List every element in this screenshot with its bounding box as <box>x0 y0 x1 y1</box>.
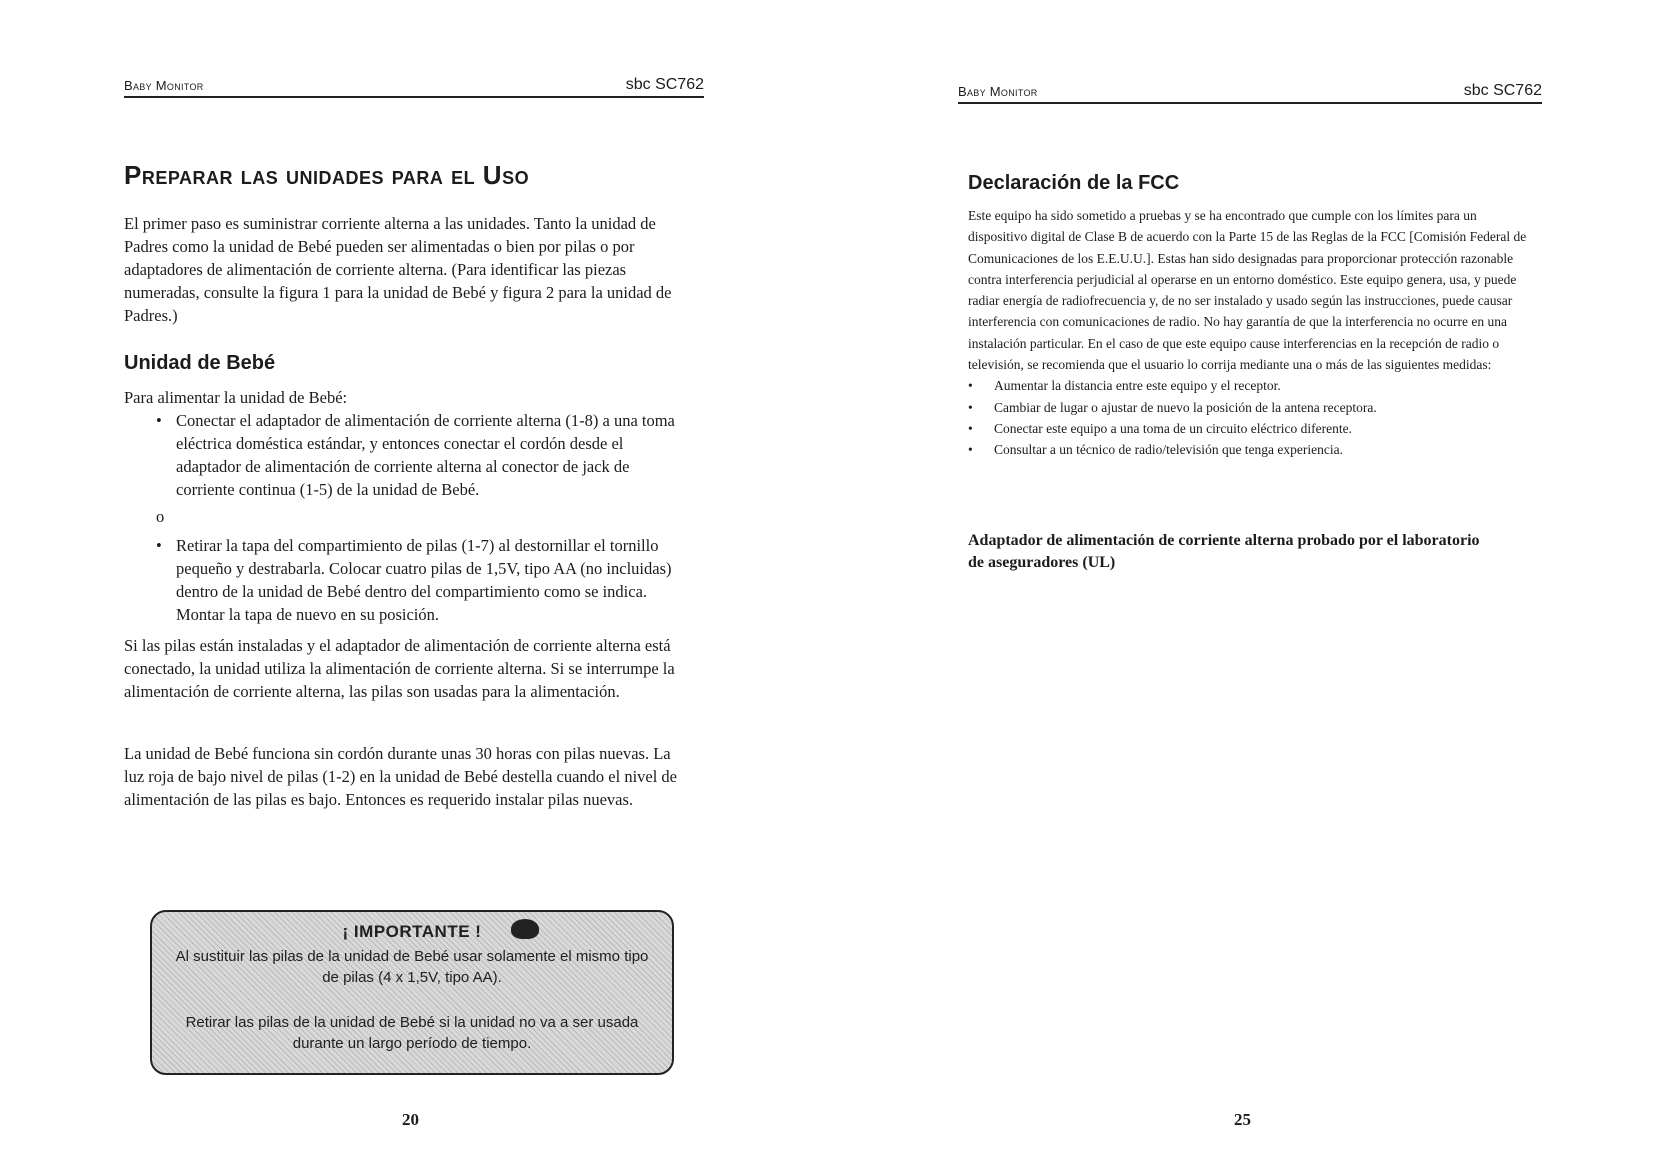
baby-unit-lead: Para alimentar la unidad de Bebé: <box>124 388 348 407</box>
or-separator: o <box>156 507 165 526</box>
fcc-title: Declaración de la FCC <box>968 172 1180 194</box>
list-item: • Retirar la tapa del compartimiento de pilas (1-7) al destornillar el tornillo pequeño y destrabarla. Colocar cuatro pilas de 1,5V, tipo AA (no incluidas) dentro de la unidad de Bebé dentro del compartimiento como se indica. Montar la tapa de nuevo en su posición. <box>156 534 684 626</box>
running-header <box>958 76 1542 104</box>
page-number: 20 <box>402 1110 419 1129</box>
telephone-icon <box>511 919 539 939</box>
list-item: • Conectar el adaptador de alimentación de corriente alterna (1-8) a una toma eléctrica doméstica estándar, y entonces conectar el cordón desde el adaptador de alimentación de corriente alterna al conector de jack de corriente continua (1-5) de la unidad de Bebé. <box>156 409 684 501</box>
page-title: Preparar las unidades para el Uso <box>124 160 530 190</box>
list-item: • Aumentar la distancia entre este equipo y el receptor. <box>968 375 1536 396</box>
list-item: • Cambiar de lugar o ajustar de nuevo la posición de la antena receptora. <box>968 397 1536 418</box>
right-page <box>828 0 1656 1174</box>
fcc-statement <box>968 205 1536 461</box>
running-header <box>124 70 704 98</box>
header-title: Baby Monitor <box>958 84 1038 99</box>
important-line: Retirar las pilas de la unidad de Bebé si la unidad no va a ser usada durante un largo período de tiempo. <box>185 1014 639 1052</box>
baby-unit-heading: Unidad de Bebé <box>124 352 276 374</box>
measures-list <box>968 375 1536 460</box>
page-number: 25 <box>1234 1110 1251 1129</box>
header-model: sbc SC762 <box>1463 82 1542 99</box>
power-paragraph: Si las pilas están instaladas y el adaptador de alimentación de corriente alterna está conectado, la unidad utiliza la alimentación de corriente alterna. Si se interrumpe la alimentación de corriente alterna, las pilas son usadas para la alimentación. <box>124 636 675 701</box>
ul-adapter-heading: Adaptador de alimentación de corriente alterna probado por el laboratorio de aseguradores (UL) <box>968 532 1480 571</box>
fcc-paragraph: Este equipo ha sido sometido a pruebas y se ha encontrado que cumple con los límites para un dispositivo digital de Clase B de acuerdo con la Parte 15 de las Reglas de la FCC [Comisión Federal de Comunicaciones de los E.E.U.U.]. Estas han sido designadas para proporcionar protección razonable contra interferencia perjudicial al operarse en un entorno doméstico. Este equipo genera, usa, y puede radiar energía de radiofrecuencia y, de no ser instalado y usado según las instrucciones, puede causar interferencia con comunicaciones de radio. No hay garantía de que la interferencia no ocurre en una instalación particular. En el caso de que este equipo cause interferencias en la recepción de radio o televisión, se recomienda que el usuario lo corrija mediante una o más de las siguientes medidas: <box>968 208 1527 373</box>
baby-unit-instructions <box>124 386 684 626</box>
header-title: Baby Monitor <box>124 78 204 93</box>
power-options-list <box>124 534 684 626</box>
header-model: sbc SC762 <box>625 76 704 93</box>
important-title: ¡ IMPORTANTE ! <box>343 922 482 942</box>
important-line: Al sustituir las pilas de la unidad de Bebé usar solamente el mismo tipo de pilas (4 x 1,5V, tipo AA). <box>175 948 649 986</box>
battery-paragraph: La unidad de Bebé funciona sin cordón durante unas 30 horas con pilas nuevas. La luz roja de bajo nivel de pilas (1-2) en la unidad de Bebé destella cuando el nivel de alimentación de las pilas es bajo. Entonces es requerido instalar pilas nuevas. <box>124 744 678 809</box>
power-options-list <box>124 409 684 501</box>
important-notice <box>150 910 674 1075</box>
list-item: • Conectar este equipo a una toma de un circuito eléctrico diferente. <box>968 418 1536 439</box>
list-item: • Consultar a un técnico de radio/televisión que tenga experiencia. <box>968 439 1536 460</box>
intro-paragraph: El primer paso es suministrar corriente alterna a las unidades. Tanto la unidad de Padres como la unidad de Bebé pueden ser alimentadas o bien por pilas o por adaptadores de alimentación de corriente alterna. (Para identificar las piezas numeradas, consulte la figura 1 para la unidad de Bebé y figura 2 para la unidad de Padres.) <box>124 214 672 325</box>
